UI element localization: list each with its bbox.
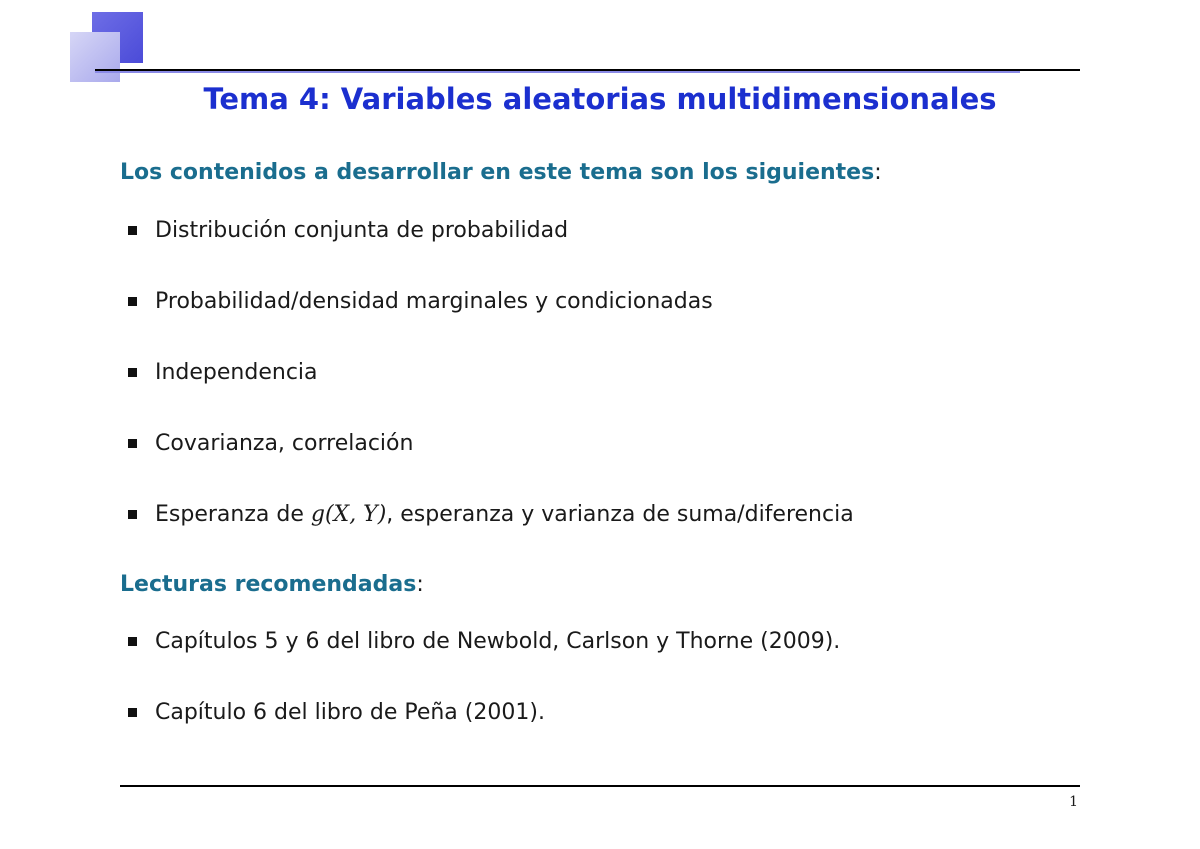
contents-heading: Los contenidos a desarrollar en este tema son los siguientes [120,160,875,185]
square-bullet-icon [128,708,137,717]
readings-heading: Lecturas recomendadas [120,572,417,597]
list-item [128,428,413,458]
slide-title: Tema 4: Variables aleatorias multidimensionales [203,82,997,116]
logo-square-light [70,32,120,82]
list-item-text: Capítulos 5 y 6 del libro de Newbold, Carlson y Thorne (2009). [155,628,841,654]
square-bullet-icon [128,297,137,306]
square-bullet-icon [128,226,137,235]
list-item [128,499,854,529]
list-item [128,626,840,656]
list-item [128,357,318,387]
page-number: 1 [1069,794,1078,810]
list-item-text: Covarianza, correlación [155,430,414,456]
contents-heading-line [120,160,882,185]
readings-heading-line [120,572,424,597]
list-item-text: Capítulo 6 del libro de Peña (2001). [155,699,545,725]
list-item [128,697,545,727]
square-bullet-icon [128,637,137,646]
square-bullet-icon [128,368,137,377]
square-bullet-icon [128,510,137,519]
contents-heading-colon: : [874,160,882,185]
header-rule-accent [95,71,1020,73]
footer-rule [120,785,1080,787]
square-bullet-icon [128,439,137,448]
list-item-text: Distribución conjunta de probabilidad [155,217,569,243]
list-item [128,286,713,316]
list-item [128,215,568,245]
math-expression: g(X, Y) [310,501,387,527]
list-item-text-suffix: , esperanza y varianza de suma/diferencia [386,501,854,527]
readings-heading-colon: : [416,572,424,597]
list-item-text [155,502,854,527]
list-item-text: Independencia [155,359,318,385]
list-item-text-prefix: Esperanza de [155,501,311,527]
list-item-text: Probabilidad/densidad marginales y condicionadas [155,288,713,314]
